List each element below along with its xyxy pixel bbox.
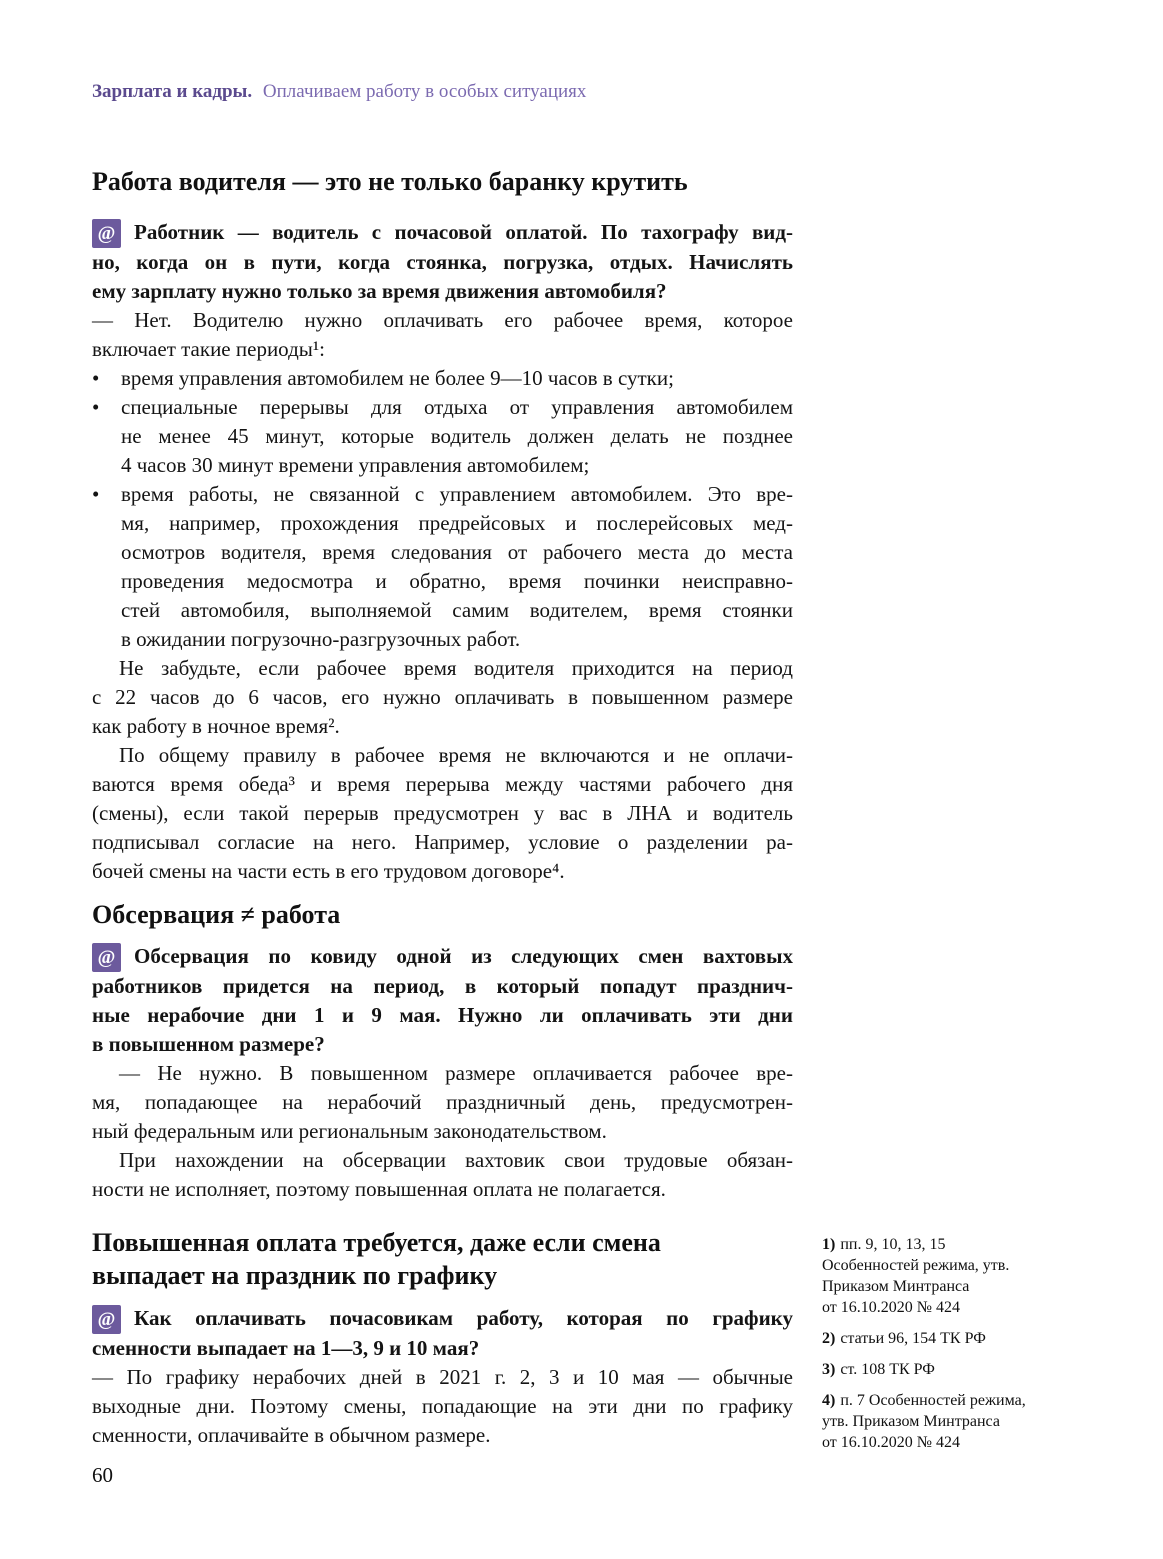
text-line: с 22 часов до 6 часов, его нужно оплачивать в повышенном размере <box>92 685 793 709</box>
text-line: в ожидании погрузочно-разгрузочных работ. <box>121 627 521 651</box>
bullet-lines <box>121 480 793 654</box>
question-first-line <box>92 218 793 248</box>
header-brand: Зарплата и кадры. <box>92 81 253 102</box>
text-line: При нахождении на обсервации вахтовик свои трудовые обязан- <box>119 1148 793 1172</box>
text-line: подписывал согласие на него. Например, условие о разделении ра- <box>92 830 793 854</box>
text-line: утв. Приказом Минтранса <box>822 1413 1000 1430</box>
question-block-observation <box>92 942 793 1059</box>
text-line: ности не исполняет, поэтому повышенная оплата не полагается. <box>92 1177 666 1201</box>
text-line: не менее 45 минут, которые водитель должен делать не позднее <box>121 424 793 448</box>
bullet-marker: • <box>92 482 100 506</box>
text-line: от 16.10.2020 № 424 <box>822 1299 961 1316</box>
text-line: ему зарплату нужно только за время движения автомобиля? <box>92 279 667 303</box>
article-title-holiday <box>92 1226 793 1292</box>
text-line: ные нерабочие дни 1 и 9 мая. Нужно ли оплачивать эти дни <box>92 1003 793 1027</box>
text-line: 4 часов 30 минут времени управления автомобилем; <box>121 453 590 477</box>
text-line: от 16.10.2020 № 424 <box>822 1434 961 1451</box>
text-line: сменности выпадает на 1—3, 9 и 10 мая? <box>92 1336 480 1360</box>
question-rest-lines <box>92 1334 793 1363</box>
footnote-text: пп. 9, 10, 13, 15 <box>840 1236 946 1253</box>
main-column <box>92 166 793 1450</box>
footnote-marker: 4) <box>822 1392 836 1409</box>
footnotes-column <box>822 1234 1032 1463</box>
footnote-1 <box>822 1234 1032 1318</box>
running-header <box>92 80 586 104</box>
bullet-lines <box>121 364 793 393</box>
text-line: — По графику нерабочих дней в 2021 г. 2, 3 и 10 мая — обычные <box>92 1365 793 1389</box>
text-line: — Не нужно. В повышенном размере оплачивается рабочее вре- <box>119 1061 793 1085</box>
text-line: мя, например, прохождения предрейсовых и послерейсовых мед- <box>121 511 793 535</box>
bullet-marker: • <box>92 366 100 390</box>
footnote-first-line <box>822 1390 1032 1411</box>
text-line: выходные дни. Поэтому смены, попадающие на эти дни по графику <box>92 1394 793 1418</box>
question-first-line <box>92 942 793 972</box>
footnote-rest-lines <box>822 1411 1032 1453</box>
text-line: проведения медосмотра и обратно, время починки неисправно- <box>121 569 793 593</box>
text-line: но, когда он в пути, когда стоянка, погрузка, отдых. Начислять <box>92 250 793 274</box>
question-block-driver <box>92 218 793 306</box>
text-line: работников придется на период, в который попадут празднич- <box>92 974 793 998</box>
answer-intro-driver <box>92 306 793 364</box>
paragraph-lunch-breaks <box>92 741 793 886</box>
text-line: специальные перерывы для отдыха от управления автомобилем <box>121 395 793 419</box>
at-question-icon: @ <box>92 1305 121 1334</box>
text-line: По общему правилу в рабочее время не включаются и не оплачи- <box>119 743 793 767</box>
text-line: бочей смены на части есть в его трудовом договоре⁴. <box>92 859 565 883</box>
footnote-rest-lines <box>822 1255 1032 1318</box>
text-line: Особенностей режима, утв. <box>822 1257 1010 1274</box>
footnote-text: статьи 96, 154 ТК РФ <box>840 1330 986 1347</box>
text-line: выпадает на праздник по графику <box>92 1261 498 1290</box>
text-line: мя, попадающее на нерабочий праздничный день, предусмотрен- <box>92 1090 793 1114</box>
footnote-first-line <box>822 1234 1032 1255</box>
footnote-4 <box>822 1390 1032 1453</box>
article-title-driver: Работа водителя — это не только баранку крутить <box>92 167 688 196</box>
answer-observation-second <box>92 1146 793 1204</box>
text-line: включает такие периоды¹: <box>92 337 325 361</box>
bullet-item-driving-time <box>92 364 793 393</box>
question-first-line <box>92 1304 793 1334</box>
text-line: Не забудьте, если рабочее время водителя приходится на период <box>119 656 793 680</box>
footnote-first-line <box>822 1359 1032 1380</box>
footnote-3 <box>822 1359 1032 1380</box>
text-line: в повышенном размере? <box>92 1032 325 1056</box>
answer-holiday <box>92 1363 793 1450</box>
text-line: (смены), если такой перерыв предусмотрен у вас в ЛНА и водитель <box>92 801 793 825</box>
question-block-holiday <box>92 1304 793 1363</box>
at-question-icon: @ <box>92 943 121 972</box>
bullet-lines <box>121 393 793 480</box>
footnote-2 <box>822 1328 1032 1349</box>
question-rest-lines <box>92 248 793 306</box>
text-line: сменности, оплачивайте в обычном размере. <box>92 1423 491 1447</box>
footnote-marker: 1) <box>822 1236 836 1253</box>
footnote-marker: 2) <box>822 1330 836 1347</box>
text-line: время работы, не связанной с управлением автомобилем. Это вре- <box>121 482 793 506</box>
text-line: как работу в ночное время². <box>92 714 340 738</box>
footnote-text: п. 7 Особенностей режима, <box>840 1392 1026 1409</box>
bullet-item-rest-breaks <box>92 393 793 480</box>
bullet-item-other-work <box>92 480 793 654</box>
text-line: осмотров водителя, время следования от рабочего места до места <box>121 540 793 564</box>
footnote-first-line <box>822 1328 1032 1349</box>
text-line: стей автомобиля, выполняемой самим водителем, время стоянки <box>121 598 793 622</box>
bullet-marker: • <box>92 395 100 419</box>
answer-observation-first <box>92 1059 793 1146</box>
article-title-observation: Обсервация ≠ работа <box>92 900 341 929</box>
text-line: ваются время обеда³ и время перерыва между частями рабочего дня <box>92 772 793 796</box>
footnote-text: ст. 108 ТК РФ <box>840 1361 935 1378</box>
question-rest-lines <box>92 972 793 1059</box>
text-line: Повышенная оплата требуется, даже если смена <box>92 1228 661 1257</box>
question-text: Как оплачивать почасовикам работу, которая по графику <box>134 1306 793 1330</box>
question-text: Работник — водитель с почасовой оплатой. По тахографу вид- <box>134 220 793 244</box>
text-line: — Нет. Водителю нужно оплачивать его рабочее время, которое <box>92 308 793 332</box>
paragraph-night-pay <box>92 654 793 741</box>
header-rubric: Оплачиваем работу в особых ситуациях <box>262 81 587 102</box>
question-text: Обсервация по ковиду одной из следующих смен вахтовых <box>134 944 793 968</box>
text-line: Приказом Минтранса <box>822 1278 970 1295</box>
text-line: ный федеральным или региональным законодательством. <box>92 1119 607 1143</box>
footnote-marker: 3) <box>822 1361 836 1378</box>
at-question-icon: @ <box>92 219 121 248</box>
page-number: 60 <box>92 1463 113 1487</box>
text-line: время управления автомобилем не более 9—10 часов в сутки; <box>121 366 674 390</box>
